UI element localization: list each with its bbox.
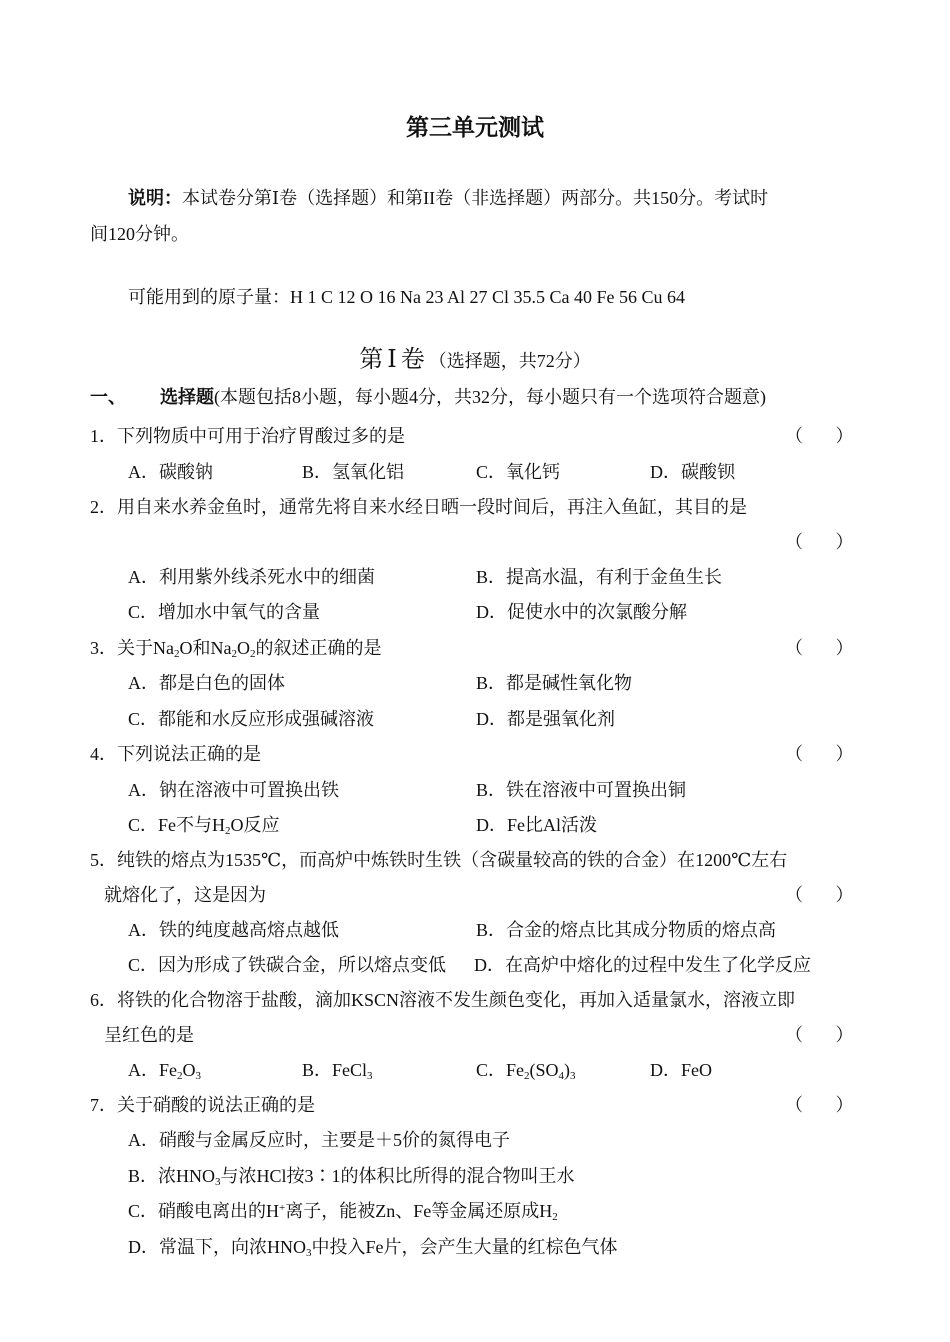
q7-option-b — [128, 1164, 575, 1188]
subscript: 2 — [231, 648, 237, 660]
q5-option-b: B．合金的熔点比其成分物质的熔点高 — [476, 920, 777, 940]
question-7-stem: 7．关于硝酸的说法正确的是 — [90, 1095, 315, 1115]
intro-line-1 — [128, 186, 768, 210]
subscript: 2 — [524, 1070, 530, 1082]
q4-option-c-part: O反应 — [230, 815, 280, 835]
part-heading — [90, 385, 766, 409]
q7-option-c-part: 离子，能被Zn、Fe等金属还原成H — [285, 1201, 553, 1221]
subscript: 3 — [195, 1070, 201, 1082]
section-name: 第Ⅰ卷 — [359, 347, 429, 373]
q6-option-a-part: O — [182, 1060, 196, 1080]
q1-option-b: B．氢氧化铝 — [302, 462, 405, 482]
question-6-stem-line-2: 呈红色的是 — [104, 1025, 194, 1045]
q6-option-c-part: ) — [564, 1060, 571, 1080]
part-detail: (本题包括8小题，每小题4分，共32分，每小题只有一个选项符合题意) — [214, 387, 766, 407]
q6-option-b — [302, 1058, 373, 1082]
q1-option-d: D．碳酸钡 — [650, 462, 735, 482]
q2-option-c: C．增加水中氧气的含量 — [128, 602, 321, 622]
q7-option-d — [128, 1235, 618, 1259]
q3-stem-part: O和Na — [179, 638, 232, 658]
q1-option-c: C．氧化钙 — [476, 462, 561, 482]
q4-option-d: D．Fe比Al活泼 — [476, 815, 597, 835]
superscript: + — [279, 1202, 286, 1214]
question-1-stem: 1．下列物质中可用于治疗胃酸过多的是 — [90, 426, 405, 446]
subscript: 3 — [215, 1176, 221, 1188]
q7-option-c-part: C．硝酸电离出的H — [128, 1201, 280, 1221]
q7-option-d-part: D．常温下，向浓HNO — [128, 1237, 306, 1257]
q1-option-a: A．碳酸钠 — [128, 462, 213, 482]
q7-option-b-part: 与浓HCl按3∶1的体积比所得的混合物叫王水 — [220, 1166, 575, 1186]
q5-option-a: A．铁的纯度越高熔点越低 — [128, 920, 339, 940]
question-3-stem — [90, 636, 382, 660]
question-2-stem: 2．用自来水养金鱼时，通常先将自来水经日晒一段时间后，再注入鱼缸，其目的是 — [90, 497, 747, 517]
question-5-stem-line-1: 5．纯铁的熔点为1535℃，而高炉中炼铁时生铁（含碳量较高的铁的合金）在1200℃左右 — [90, 850, 788, 870]
q2-option-a: A．利用紫外线杀死水中的细菌 — [128, 567, 375, 587]
answer-paren: （ ） — [785, 1025, 868, 1045]
question-4-stem: 4．下列说法正确的是 — [90, 744, 261, 764]
q6-option-a-part: A．Fe — [128, 1060, 177, 1080]
page-title: 第三单元测试 — [406, 115, 544, 140]
subscript: 2 — [177, 1070, 183, 1082]
q5-option-d: D．在高炉中熔化的过程中发生了化学反应 — [474, 955, 811, 975]
question-6-stem-line-1: 6．将铁的化合物溶于盐酸，滴加KSCN溶液不发生颜色变化，再加入适量氯水，溶液立即 — [90, 990, 796, 1010]
q3-option-a: A．都是白色的固体 — [128, 673, 285, 693]
q6-option-a — [128, 1058, 201, 1082]
part-number: 一、 — [90, 387, 126, 407]
atomic-masses: 可能用到的原子量：H 1 C 12 O 16 Na 23 Al 27 Cl 35.5 Ca 40 Fe 56 Cu 64 — [128, 287, 686, 307]
subscript: 4 — [558, 1070, 565, 1082]
q3-stem-part: 3．关于Na — [90, 638, 174, 658]
question-5-stem-line-2: 就熔化了，这是因为 — [104, 885, 266, 905]
subscript: 2 — [225, 825, 231, 837]
intro-text-1: 本试卷分第Ⅰ卷（选择题）和第II卷（非选择题）两部分。共150分。考试时 — [182, 188, 769, 208]
q7-option-a: A．硝酸与金属反应时，主要是＋5价的氮得电子 — [128, 1130, 510, 1150]
q6-option-d: D．FeO — [650, 1060, 712, 1080]
intro-line-2: 间120分钟。 — [90, 224, 189, 244]
subscript: 2 — [250, 648, 256, 660]
answer-paren: （ ） — [785, 744, 868, 764]
answer-paren: （ ） — [785, 885, 868, 905]
section-heading — [0, 348, 950, 373]
q4-option-a: A．钠在溶液中可置换出铁 — [128, 780, 339, 800]
q4-option-c — [128, 813, 280, 837]
q5-option-c: C．因为形成了铁碳合金，所以熔点变低 — [128, 955, 447, 975]
q6-option-b-part: B．FeCl — [302, 1060, 368, 1080]
q3-stem-part: O — [237, 638, 250, 658]
q3-option-c: C．都能和水反应形成强碱溶液 — [128, 709, 375, 729]
q7-option-c — [128, 1199, 558, 1223]
answer-paren: （ ） — [785, 1095, 868, 1115]
answer-paren: （ ） — [785, 426, 868, 446]
answer-paren: （ ） — [785, 532, 868, 552]
q4-option-b: B．铁在溶液中可置换出铜 — [476, 780, 687, 800]
intro-label: 说明： — [128, 188, 182, 208]
q3-stem-part: 的叙述正确的是 — [255, 638, 382, 658]
q7-option-b-part: B．浓HNO — [128, 1166, 216, 1186]
subscript: 3 — [367, 1070, 373, 1082]
q6-option-c — [476, 1058, 576, 1082]
q6-option-c-part: C．Fe — [476, 1060, 525, 1080]
subscript: 3 — [570, 1070, 576, 1082]
section-detail: （选择题，共72分） — [428, 351, 591, 371]
q2-option-b: B．提高水温，有利于金鱼生长 — [476, 567, 723, 587]
q4-option-c-part: C．Fe不与H — [128, 815, 226, 835]
q6-option-c-part: (SO — [529, 1060, 559, 1080]
q3-option-d: D．都是强氧化剂 — [476, 709, 615, 729]
q2-option-d: D．促使水中的次氯酸分解 — [476, 602, 687, 622]
subscript: 3 — [306, 1247, 312, 1259]
q3-option-b: B．都是碱性氧化物 — [476, 673, 633, 693]
q7-option-d-part: 中投入Fe片，会产生大量的红棕色气体 — [311, 1237, 618, 1257]
subscript: 2 — [174, 648, 180, 660]
subscript: 2 — [552, 1211, 558, 1223]
part-label: 选择题 — [160, 387, 214, 407]
answer-paren: （ ） — [785, 638, 868, 658]
